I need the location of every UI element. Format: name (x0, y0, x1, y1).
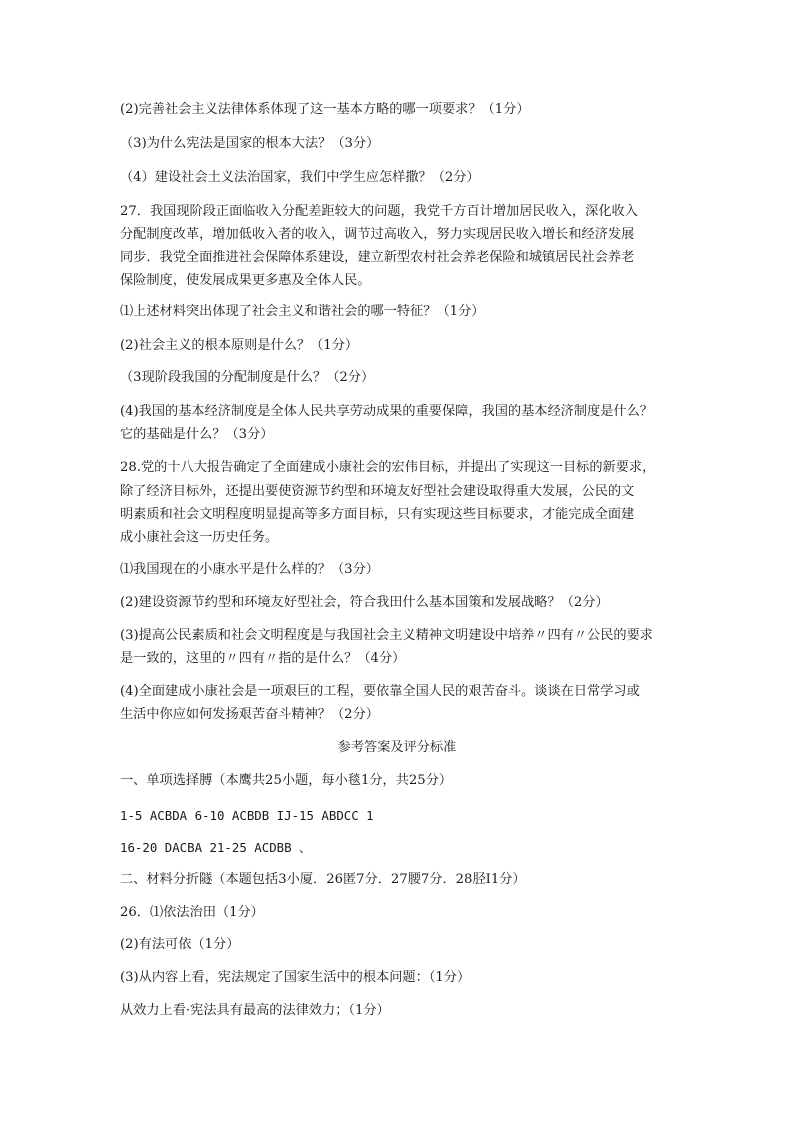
q28-sub1: ⑴我国现在的小康水平是什么样的？（3分） (120, 562, 379, 577)
q28-sub4-line-2: 生活中你应如何发扬艰苦奋斗精神？（2分） (120, 707, 379, 722)
q28-sub3-line-1: (3)提高公民素质和社会文明程度是与我国社会主义精神文明建设中培养〃四有〃公民的要求 (120, 628, 653, 643)
q28-sub2: (2)建设资源节约型和环境友好型社会，符合我田什么基本国策和发展战略？（2分） (120, 595, 609, 610)
q26-sub2: (2)完善社会主义法律体系体现了这一基本方略的哪一项要求？（1分） (120, 102, 530, 117)
q26-sub3: （3)为什么宪法是国家的根本大法？（3分） (120, 136, 380, 151)
q27-material-line-2: 分配制度改革，增加低收入者的收入，调节过高收入，努力实现居民收入增长和经济发展 (120, 227, 635, 242)
q27-sub1: ⑴上述材料突出体现了社会主义和谐社会的哪一特征？（1分） (120, 304, 485, 319)
q27-material-line-3: 同步．我党全面推进社会保障体系建设，建立新型农村社会养老保险和城镇居民社会养老 (120, 250, 635, 265)
q28-material-line-3: 明素质和社会文明程度明显提高等多方面目标，只有实现这些目标要求，才能完成全面建 (120, 507, 635, 522)
q26-sub4: （4）建设社会土义法治国家，我们中学生应怎样撒？（2分） (120, 170, 480, 185)
section-1-heading: 一、单项选择膊（本鹰共25小题，每小毯1分，共25分） (120, 773, 453, 788)
q28-material-line-4: 成小康社会这一历史任务。 (120, 530, 279, 545)
q27-material-line-4: 保险制度，使发展成果更多惠及全体人民。 (120, 273, 371, 288)
answer-26-3-line-1: (3)从内容上看，宪法规定了国家生活中的根本问题：（1分） (120, 970, 471, 985)
answer-26-3-line-2: 从效力上看·宪法具有最高的法律效力；（1分） (120, 1003, 390, 1018)
q27-sub3: （3现阶段我国的分配制度是什么？（2分） (120, 370, 375, 385)
answer-26-2: (2)有法可依（1分） (120, 937, 240, 952)
q28-sub3-line-2: 是一致的，这里的〃四有〃指的是什么？（4分） (120, 651, 406, 666)
q27-sub4-line-2: 它的基础是什么？（3分） (120, 427, 274, 442)
q27-sub2: (2)社会主义的根本原则是什么？（1分） (120, 338, 359, 353)
q28-sub4-line-1: (4)全面建成小康社会是一项艰巨的工程，要依靠全国人民的艰苦奋斗。谈谈在日常学习或 (120, 684, 640, 699)
q27-sub4-line-1: (4)我国的基本经济制度是全体人民共享劳动成果的重要保障，我国的基本经济制度是什么？ (120, 404, 653, 419)
q28-material-line-1: 28.党的十八大报告确定了全面建成小康社会的宏伟目标，并提出了实现这一目标的新要求， (120, 460, 656, 475)
section-2-heading: 二、材料分折隧（本题包括3小厦．26匿7分．27腰7分．28胫I1分） (120, 872, 526, 887)
q28-material-line-2: 除了经济目标外，还提出要使资源节约型和环境友好型社会建设取得重大发展，公民的文 (120, 484, 635, 499)
answers-row-1: 1-5 ACBDA 6-10 ACBDB IJ-15 ABDCC 1 (120, 808, 374, 823)
answer-26-1: 26．⑴依法治田（1分） (120, 905, 264, 920)
answer-key-heading: 参考答案及评分标准 (337, 740, 457, 755)
answers-row-2: 16-20 DACBA 21-25 ACDBB 、 (120, 840, 312, 855)
q27-material-line-1: 27．我国现阶段正面临收入分配差距较大的问题，我党千方百计增加居民收入，深化收入 (120, 204, 638, 219)
